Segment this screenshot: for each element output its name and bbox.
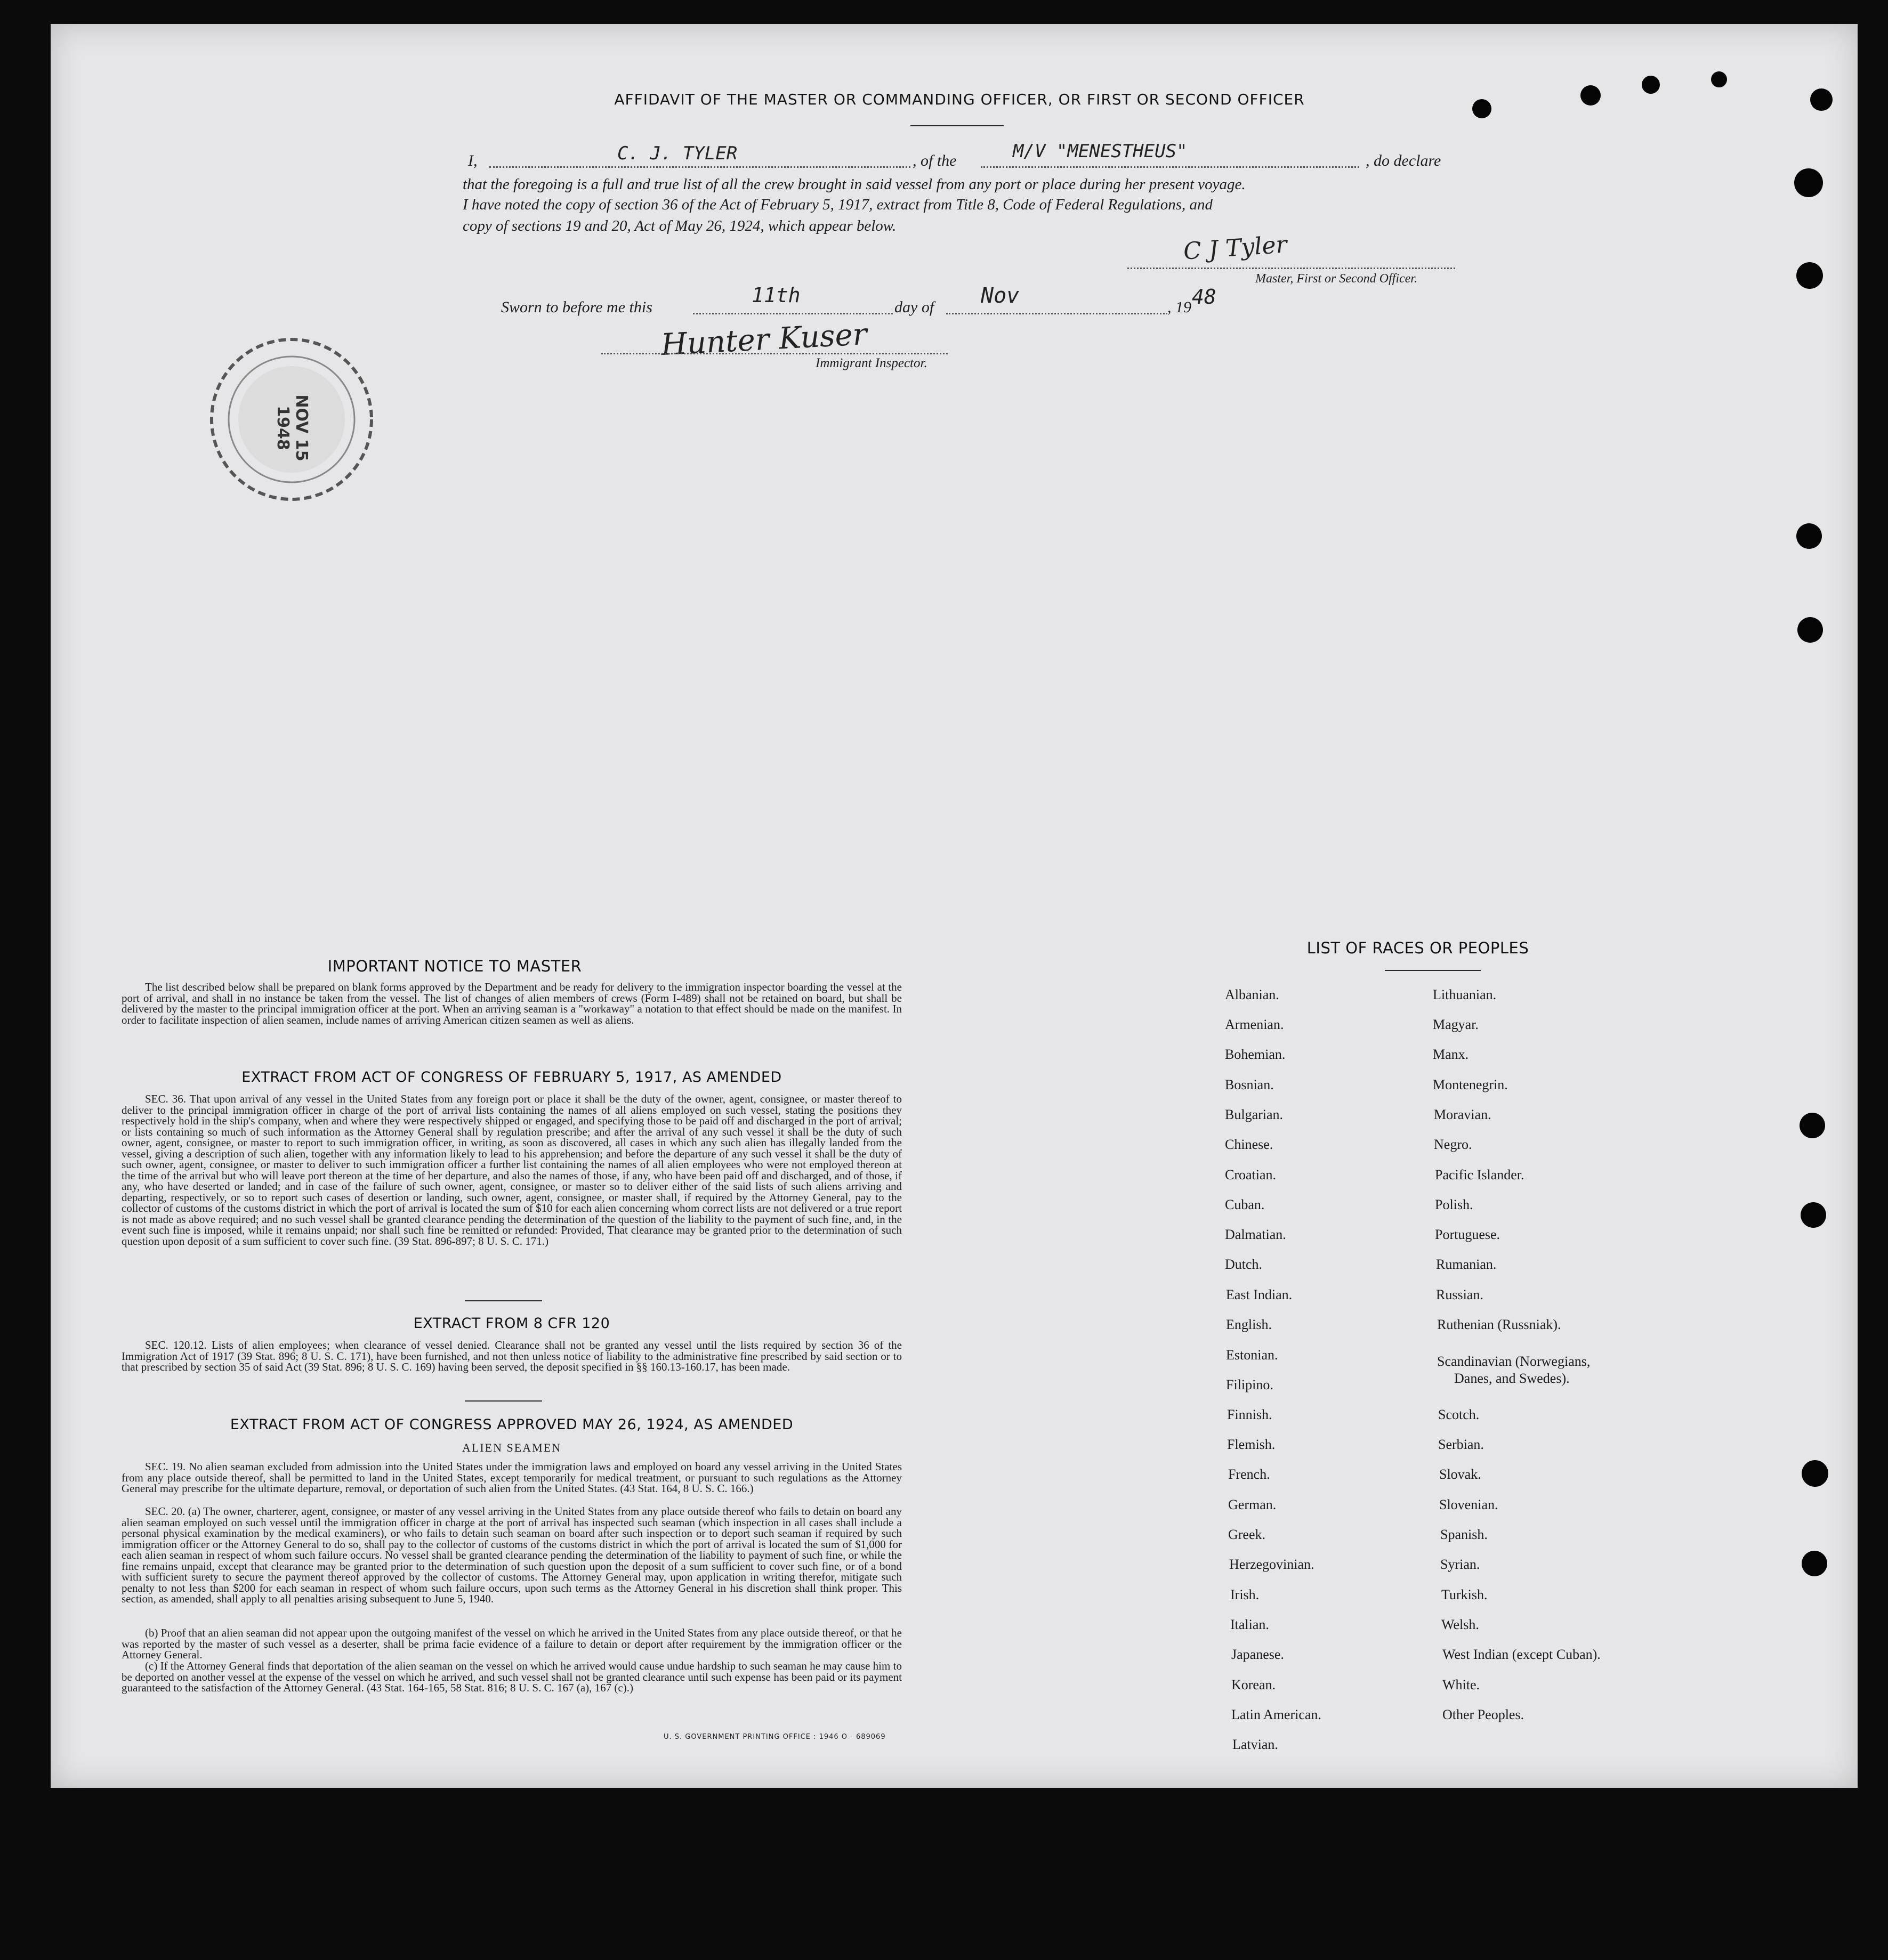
inspector-signature: Hunter Kuser	[660, 317, 868, 363]
extract3-sec20c: (c) If the Attorney General finds that deportation of the alien seaman on the vessel on which he arrived would cause undue hardship to such seaman he may cause him to be deported on another vessel at the expense of the vessel on which he arrived, and such vessel shall not be granted clearance until such expense has been paid or its payment guaranteed to the satisfaction of the Attorney General. (43 Stat. 164-165, 58 Stat. 816; 8 U. S. C. 167 (a), 167 (c).)	[122, 1659, 902, 1694]
race-item: Finnish.	[1227, 1407, 1272, 1422]
master-caption: Master, First or Second Officer.	[1255, 272, 1417, 286]
race-item: Moravian.	[1434, 1107, 1491, 1122]
race-item: Lithuanian.	[1433, 987, 1497, 1002]
race-item: Flemish.	[1227, 1437, 1276, 1452]
punch-hole	[1794, 168, 1823, 197]
punch-hole	[1800, 1113, 1825, 1138]
race-item: Dalmatian.	[1225, 1227, 1286, 1242]
race-item: German.	[1228, 1497, 1277, 1512]
race-item: English.	[1226, 1317, 1272, 1332]
notice-text: The list described below shall be prepared on blank forms approved by the Department and be ready for delivery to the immigration inspector boarding the vessel at the port of arrival, and shall in no instance be taken from the vessel. The list of changes of alien members of crews (Form I-489) shall not be retained on board, but shall be delivered by the master to the principal immigration officer at the port. When an arriving seaman is a "workaway" a notation to that effect should be made on the manifest. In order to facilitate inspection of alien seamen, include names of arriving American citizen seamen as well as aliens.	[122, 981, 902, 1026]
race-item: Latin American.	[1231, 1707, 1321, 1722]
punch-hole	[1642, 76, 1660, 94]
race-item: Croatian.	[1225, 1167, 1277, 1183]
day-handwritten: 11th	[752, 284, 801, 307]
affidavit-line-3: I have noted the copy of section 36 of the Act of February 5, 1917, extract from Title 8, Code of Federal Regulations, and	[463, 196, 1213, 213]
vessel-dotted-line	[981, 166, 1359, 168]
race-item: Irish.	[1230, 1587, 1260, 1602]
race-item: West Indian (except Cuban).	[1442, 1647, 1601, 1662]
race-item: Serbian.	[1438, 1437, 1484, 1452]
master-signature: C J Tyler	[1182, 231, 1288, 265]
race-item: Scandinavian (Norwegians,	[1437, 1354, 1591, 1369]
punch-hole	[1802, 1460, 1828, 1487]
race-item: Magyar.	[1433, 1017, 1479, 1032]
race-item: Ruthenian (Russniak).	[1437, 1317, 1561, 1332]
race-item: Rumanian.	[1436, 1257, 1497, 1272]
immigration-date-stamp	[207, 335, 376, 504]
races-rule	[1385, 970, 1481, 971]
race-item: Latvian.	[1232, 1737, 1278, 1752]
race-item: Korean.	[1231, 1677, 1276, 1692]
race-item: Slovak.	[1439, 1467, 1481, 1482]
race-item: Spanish.	[1440, 1527, 1488, 1542]
stamp-date: NOV 15 1948	[273, 394, 311, 461]
extract3-sec19: SEC. 19. No alien seaman excluded from admission into the United States under the immigration laws and employed on board any vessel arriving in the United States from any place outside thereof, shall be permitted to land in the United States, except temporarily for medical treatment, or pursuant to such regulations as the Attorney General may prescribe for the ultimate departure, removal, or deportation of such alien from the United States. (43 Stat. 164, 8 U. S. C. 166.)	[122, 1460, 902, 1495]
race-item: Dutch.	[1225, 1257, 1263, 1272]
extract2-title: EXTRACT FROM 8 CFR 120	[413, 1315, 610, 1332]
name-dotted-line	[489, 166, 910, 168]
punch-hole	[1711, 71, 1727, 87]
race-item: Albanian.	[1225, 987, 1279, 1002]
inspector-caption: Immigrant Inspector.	[816, 356, 927, 370]
race-item: Welsh.	[1441, 1617, 1479, 1632]
race-item: Portuguese.	[1435, 1227, 1500, 1242]
race-item: Japanese.	[1231, 1647, 1284, 1662]
race-item: Bosnian.	[1225, 1077, 1274, 1092]
race-item: Armenian.	[1225, 1017, 1284, 1032]
title-rule	[910, 125, 1004, 126]
affidavit-pronoun: I,	[468, 152, 478, 169]
inspector-signature-line	[601, 353, 948, 354]
extract1-rule	[465, 1300, 542, 1301]
extract3-sec20a: SEC. 20. (a) The owner, charterer, agent, consignee, or master of any vessel arriving in the United States from any place outside thereof who fails to detain on board any alien seaman employed on such vessel until the immigration officer in charge at the port of arrival has inspected such seaman (which inspection in all cases shall include a personal physical examination by the medical examiners), or who fails to detain such seaman on board after such inspection or to deport such seaman if required by such immigration officer or the Attorney General to do so, shall pay to the collector of customs of the customs district in which the port of arrival is located the sum of $1,000 for each alien seaman in respect of whom such failure occurs. No vessel shall be granted clearance pending the determination of the liability to payment of such fine, or while the fine remains unpaid, except that clearance may be granted prior to the determination of such question upon the deposit of a sum sufficient to cover such fine, or of a bond with sufficient surety to secure the payment thereof approved by the collector of customs. The Attorney General may, upon application in writing therefor, mitigate such penalty to not less than $200 for each seaman in respect of whom such failure occurs, upon such terms as the Attorney General in his discretion shall think proper. This section, as amended, shall apply to all penalties arising subsequent to June 5, 1940.	[122, 1505, 902, 1605]
race-item: Montenegrin.	[1433, 1077, 1508, 1092]
race-item: Slovenian.	[1439, 1497, 1498, 1512]
year-handwritten: 48	[1192, 285, 1216, 309]
race-item: East Indian.	[1226, 1287, 1293, 1302]
extract1-text: SEC. 36. That upon arrival of any vessel in the United States from any foreign port or place it shall be the duty of the owner, agent, consignee, or master thereof to deliver to the principal immigration officer in charge of the port of arrival lists containing the names of all aliens employed on such vessel, stating the positions they respectively hold in the ship's company, when and where they were respectively shipped or engaged, and specifying those to be paid off and discharged in the port of arrival; or lists containing so much of such information as the Attorney General shall by regulation prescribe; and after the arrival of any such vessel it shall be the duty of such owner, agent, consignee, or master to report to such immigration officer, in writing, as soon as discovered, all cases in which any such alien has illegally landed from the vessel, giving a description of such alien, together with any information likely to lead to his apprehension; and before the departure of any such vessel it shall be the duty of such owner, agent, consignee, or master to deliver to such immigration officer a further list containing the names of all alien employees who were not employed thereon at the time of the arrival but who will leave port thereon at the time of her departure, and also the names of those, if any, who have been paid off and discharged, and of those, if any, who have deserted or landed; and in case of the failure of such owner, agent, consignee, or master so to deliver either of the said lists of such aliens arriving and departing, respectively, or so to report such cases of desertion or landing, such owner, agent, consignee, or master shall, if required by the Attorney General, pay to the collector of customs of the customs district in which the port of arrival is located the sum of $10 for each alien concerning whom correct lists are not delivered or a true report is not made as above required; and no such vessel shall be granted clearance pending the determination of the question of the liability to the payment of such fine, and, in the event such fine is imposed, while it remains unpaid; nor shall such fine be remitted or refunded: Provided, That clearance may be granted prior to the determination of such question upon deposit of a sum sufficient to cover such fine. (39 Stat. 896-897; 8 U. S. C. 171.)	[122, 1092, 902, 1248]
extract3-sec20b: (b) Proof that an alien seaman did not appear upon the outgoing manifest of the vessel on which he arrived in the United States from any place outside thereof, or that he was reported by the master of such vessel as a deserter, shall be prima facie evidence of a failure to detain or deport after requirement by the immigration officer or the Attorney General.	[122, 1626, 902, 1661]
races-title: LIST OF RACES OR PEOPLES	[1306, 939, 1529, 957]
race-item: Chinese.	[1225, 1137, 1273, 1152]
race-item: Greek.	[1228, 1527, 1266, 1542]
affidavit-line-4: copy of sections 19 and 20, Act of May 26, 1924, which appear below.	[463, 217, 897, 234]
affidavit-line-2: that the foregoing is a full and true list of all the crew brought in said vessel from any port or place during her present voyage.	[463, 176, 1246, 193]
affidavit-title: AFFIDAVIT OF THE MASTER OR COMMANDING OFFICER, OR FIRST OR SECOND OFFICER	[614, 91, 1305, 108]
extract2-text: SEC. 120.12. Lists of alien employees; when clearance of vessel denied. Clearance shall not be granted any vessel until the lists required by section 36 of the Immigration Act of 1917 (39 Stat. 896; 8 U. S. C. 171), have been furnished, and not then unless notice of liability to the administrative fine prescribed by said section or to that prescribed by section 35 of said Act (39 Stat. 896; 8 U. S. C. 169) having been served, the deposit specified in §§ 160.13-160.17, has been made.	[122, 1339, 902, 1373]
extract3-title: EXTRACT FROM ACT OF CONGRESS APPROVED MAY 26, 1924, AS AMENDED	[230, 1416, 794, 1433]
race-item: Polish.	[1435, 1197, 1473, 1212]
punch-hole	[1810, 88, 1833, 111]
race-item: Bulgarian.	[1225, 1107, 1284, 1122]
race-item: Manx.	[1433, 1047, 1469, 1062]
race-item: French.	[1228, 1467, 1270, 1482]
race-item: Turkish.	[1441, 1587, 1488, 1602]
year-prefix: , 19	[1167, 298, 1191, 316]
extract2-rule	[465, 1400, 542, 1402]
race-item: Syrian.	[1440, 1557, 1480, 1572]
race-item: Russian.	[1436, 1287, 1483, 1302]
punch-hole	[1801, 1202, 1826, 1228]
punch-hole	[1796, 523, 1822, 549]
race-item: Filipino.	[1226, 1377, 1273, 1392]
punch-hole	[1797, 617, 1823, 643]
race-item: Danes, and Swedes).	[1454, 1371, 1570, 1386]
race-item: Herzegovinian.	[1229, 1557, 1314, 1572]
master-name-handwritten: C. J. TYLER	[617, 143, 738, 164]
sworn-text: Sworn to before me this	[501, 298, 652, 316]
printing-office-footer: U. S. GOVERNMENT PRINTING OFFICE : 1946 O - 689069	[664, 1733, 886, 1741]
master-signature-line	[1127, 268, 1455, 269]
race-item: Cuban.	[1225, 1197, 1265, 1212]
race-item: Bohemian.	[1225, 1047, 1286, 1062]
race-item: Italian.	[1230, 1617, 1269, 1632]
race-item: White.	[1442, 1677, 1480, 1692]
do-declare-text: , do declare	[1366, 152, 1441, 169]
punch-hole	[1472, 99, 1491, 118]
race-item: Negro.	[1434, 1137, 1472, 1152]
of-the-text: , of the	[913, 152, 957, 169]
day-dotted-line	[693, 313, 893, 314]
race-item: Scotch.	[1438, 1407, 1480, 1422]
vessel-name-handwritten: M/V "MENESTHEUS"	[1013, 141, 1188, 162]
race-item: Estonian.	[1226, 1347, 1278, 1363]
month-dotted-line	[946, 313, 1167, 314]
day-of-text: day of	[894, 298, 934, 316]
punch-hole	[1580, 85, 1601, 106]
month-handwritten: Nov	[981, 284, 1020, 308]
extract1-title: EXTRACT FROM ACT OF CONGRESS OF FEBRUARY 5, 1917, AS AMENDED	[241, 1069, 782, 1086]
race-item: Pacific Islander.	[1435, 1167, 1524, 1183]
race-item: Other Peoples.	[1442, 1707, 1524, 1722]
extract3-subtitle: ALIEN SEAMEN	[462, 1441, 561, 1454]
notice-title: IMPORTANT NOTICE TO MASTER	[327, 957, 582, 975]
punch-hole	[1796, 262, 1823, 289]
punch-hole	[1802, 1551, 1827, 1576]
